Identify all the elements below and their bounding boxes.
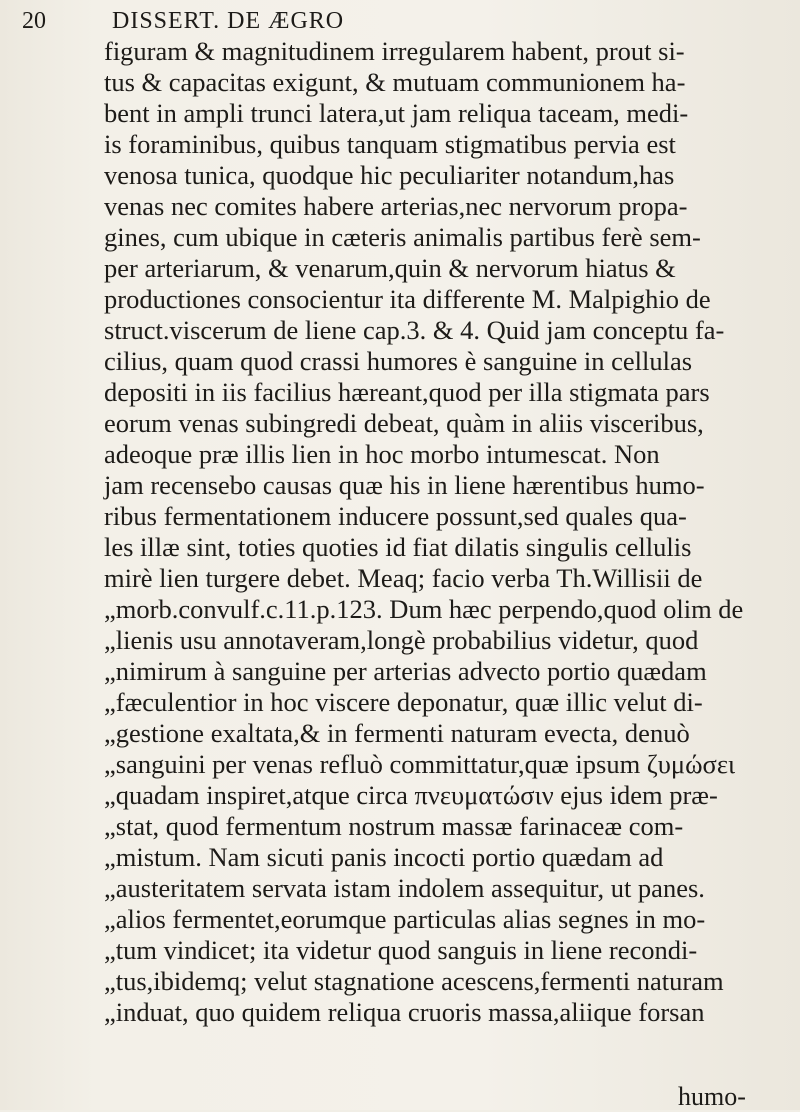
- text-line: productiones consocientur ita differente M. Malpighio de: [104, 284, 711, 314]
- text-line: figuram & magnitudinem irregularem habent, prout si-: [104, 36, 685, 66]
- text-line: adeoque præ illis lien in hoc morbo intumescat. Non: [104, 439, 660, 469]
- text-line: „alios fermentet,eorumque particulas alias segnes in mo-: [104, 904, 706, 934]
- text-line: ribus fermentationem inducere possunt,sed quales qua-: [104, 501, 687, 531]
- text-line: „morb.convulf.c.11.p.123. Dum hæc perpendo,quod olim de: [104, 594, 744, 624]
- text-line: struct.viscerum de liene cap.3. & 4. Quid jam conceptu fa-: [104, 315, 725, 345]
- page-number: 20: [22, 8, 46, 34]
- text-line: venas nec comites habere arterias,nec nervorum propa-: [104, 191, 688, 221]
- text-line: „gestione exaltata,& in fermenti naturam evecta, denuò: [104, 718, 690, 748]
- text-line: „tus,ibidemq; velut stagnatione acescens,fermenti naturam: [104, 966, 724, 996]
- text-line: „mistum. Nam sicuti panis incocti portio quædam ad: [104, 842, 664, 872]
- text-line: cilius, quam quod crassi humores è sanguine in cellulas: [104, 346, 693, 376]
- text-line: bent in ampli trunci latera,ut jam reliqua taceam, medi-: [104, 98, 689, 128]
- text-line: „quadam inspiret,atque circa πνευματώσιν ejus idem præ-: [104, 780, 718, 810]
- text-line: mirè lien turgere debet. Meaq; facio verba Th.Willisii de: [104, 563, 703, 593]
- text-line: depositi in iis facilius hæreant,quod per illa stigmata pars: [104, 377, 710, 407]
- text-line: tus & capacitas exigunt, & mutuam communionem ha-: [104, 67, 686, 97]
- text-line: gines, cum ubique in cæteris animalis partibus ferè sem-: [104, 222, 701, 252]
- text-line: „sanguini per venas refluò committatur,quæ ipsum ζυμώσει: [104, 749, 736, 779]
- text-line: „fæculentior in hoc viscere deponatur, quæ illic velut di-: [104, 687, 703, 717]
- text-line: „stat, quod fermentum nostrum massæ farinaceæ com-: [104, 811, 684, 841]
- text-line: „tum vindicet; ita videtur quod sanguis in liene recondi-: [104, 935, 698, 965]
- text-line: „induat, quo quidem reliqua cruoris massa,aliique forsan: [104, 997, 705, 1027]
- running-head: DISSERT. DE ÆGRO: [112, 8, 345, 34]
- text-line: „lienis usu annotaveram,longè probabilius videtur, quod: [104, 625, 699, 655]
- text-line: jam recensebo causas quæ his in liene hærentibus humo-: [104, 470, 705, 500]
- catchword: humo-: [678, 1082, 746, 1111]
- text-line: is foraminibus, quibus tanquam stigmatibus pervia est: [104, 129, 676, 159]
- text-line: „austeritatem servata istam indolem assequitur, ut panes.: [104, 873, 705, 903]
- text-line: les illæ sint, toties quoties id fiat dilatis singulis cellulis: [104, 532, 692, 562]
- text-line: „nimirum à sanguine per arterias advecto portio quædam: [104, 656, 707, 686]
- text-line: eorum venas subingredi debeat, quàm in aliis visceribus,: [104, 408, 704, 438]
- text-line: venosa tunica, quodque hic peculiariter notandum,has: [104, 160, 675, 190]
- page-header: [22, 6, 760, 36]
- text-line: per arteriarum, & venarum,quin & nervorum hiatus &: [104, 253, 676, 283]
